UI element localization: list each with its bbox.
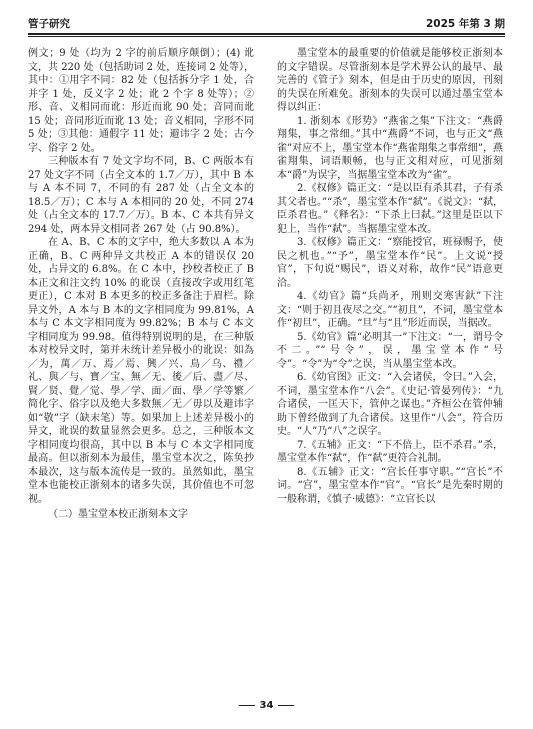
footer-dash-left: [239, 705, 255, 706]
footer-dash-right: [278, 705, 294, 706]
page-number: 34: [259, 700, 274, 711]
list-item: 5.《幼官》篇“必明其一”下注文：“一，谓号令不二。”“号令”，误，墨宝堂本作“号令”。“令”为“令”之误，当从墨宝堂本改。: [277, 331, 503, 370]
paragraph: 例文；9 处（均为 2 字的前后顺序颠倒）；(4) 讹文，共 220 处（包括助词 2 处，连接词 2 处等），其中：①用字不同：82 处（包括拆分字 1 处，合并字 1 处，反义字 2 处；讹 2 个字 8 处等）；②形、音、义相同而讹：形近而讹 90 处；音同而讹 15 处；音同形近而讹 13 处；音义相同，字形不同 5 处；③其他：通假字 11 处；避讳字 2 处；古今字、俗字 2 处。: [28, 48, 254, 154]
list-item: 4.《幼官》篇“兵尚矛，刑则交寒害釱”下注文：“则于初且夜尽之交。”“初且”，不词，墨宝堂本作“初旦”，正确。“旦”与“且”形近而误，当据改。: [277, 291, 503, 329]
paragraph: 在 A、B、C 本的文字中，绝大多数以 A 本为正确，B、C 两种异文共校正 A 本的错误仅 20 处，占异文的 6.8%。在 C 本中，抄校者校正了 B 本正文和注文约 10% 的讹误（直接改字或用红笔更正），C 本对 B 本更多的校正多备注于眉栏。除异文外，A 本与 B 本的文字相同度为 99.81%，A 本与 C 本文字相同度为 99.82%；B 本与 C 本文字相同度为 99.98。值得特别说明的是，在三种版本对校异文时，第并未统计差异极小的讹误：如為／为，萬／万、焉／焉、興／兴、鳥／乌、禮／礼、與／与、寳／宝、無／无、後／后、盡／尽、賢／贤、覺／觉、學／学、面／面、學／学等繁／简化字、俗字以及绝大多数無／无／毋以及避讳字如“敬”字（缺末笔）等。如果加上上述差异极小的异文，讹误的数量显然会更多。总之，三种版本文字相同度均很高，其中以 B 本与 C 本文字相同度最高。但以浙刻本为最佳，墨宝堂本次之，陈奂抄本最次，这与版本流传是一致的。虽然如此，墨宝堂本也能校正浙刻本的诸多失误，其价值也不可忽视。: [28, 237, 254, 505]
section-heading: （二）墨宝堂本校正浙刻本文字: [48, 509, 188, 520]
running-header: [28, 11, 505, 31]
right-column: [277, 47, 503, 687]
header-rule: [28, 33, 505, 35]
list-item: 8.《五辅》正文：“宫长任事守职。”“宫长”不词。“宫”，墨宝堂本作“官”。“官长”是先秦时期的一般称谓，《慎子·威德》：“立官长以: [277, 466, 503, 505]
paragraph: 墨宝堂本的最重要的价值就是能够校正浙刻本的文字错误。尽管浙刻本是学术界公认的最早、最完善的《管子》刻本，但是由于历史的原因，刊刻的失误在所难免。浙刻本的失误可以通过墨宝堂本得以纠正：: [277, 48, 503, 113]
header-rule-thin: [28, 36, 505, 37]
list-item: 6.《幼官图》正文：“入会诸侯，令曰。”入会，不词，墨宝堂本作“八会”。《史记·管晏列传》：“九合诸侯，一匡天下，管仲之谋也。”齐桓公在管仲辅助下曾经做到了九合诸侯。这里作“八会”，符合历史。“人”乃“八”之误字。: [277, 372, 503, 437]
paragraph: 三种版本有 7 处文字均不同，B、C 两版本有 27 处文字不同（占全文本的 1.7／万），其中 B 本与 A 本不同 7，不同的有 287 处（占全文本的 18.5／万）；C 本与 A 本相同的 20 处，不同 274 处（占全文本的 17.7／万）。B 本、C 本共有异文 294 处，两本异文相同者 267 处（占 90.8%）。: [28, 156, 254, 235]
issue-label: 2025 年第 3 期: [426, 18, 505, 30]
page-footer: [0, 700, 533, 711]
journal-name: 管子研究: [28, 18, 70, 30]
left-column: [28, 47, 254, 687]
list-item: 1. 浙刻本《形势》“燕雀之集”下注文：“燕爵翔集，事之常细。”其中“燕爵”不词，也与正文“燕雀”对应不上，墨宝堂本作“燕雀翔集之事常细”，燕雀翔集，词语顺畅，也与正文相对应，可见浙刻本“爵”为误字，当据墨宝堂本改为“雀”。: [277, 115, 503, 181]
list-item: 3.《权修》篇正文：“察能授官，班禄赐予，使民之机也。”“予”，墨宝堂本作“民”。上文说“授官”，下句说“赐民”，语义对称，故作“民”语意更洽。: [277, 237, 503, 289]
list-item: 7.《五辅》正文：“下不倍上，臣不杀君。”杀，墨宝堂本作“弑”，作“弑”更符合礼制。: [277, 439, 503, 464]
list-item: 2.《权修》篇正文：“是以臣有杀其君，子有杀其父者也。”“杀”，墨宝堂本作“弑”。《说文》：“弑，臣杀君也。”《释名》：“下杀上曰弑。”这里是臣以下犯上，当作“弑”。当据墨宝堂本改。: [277, 183, 503, 235]
